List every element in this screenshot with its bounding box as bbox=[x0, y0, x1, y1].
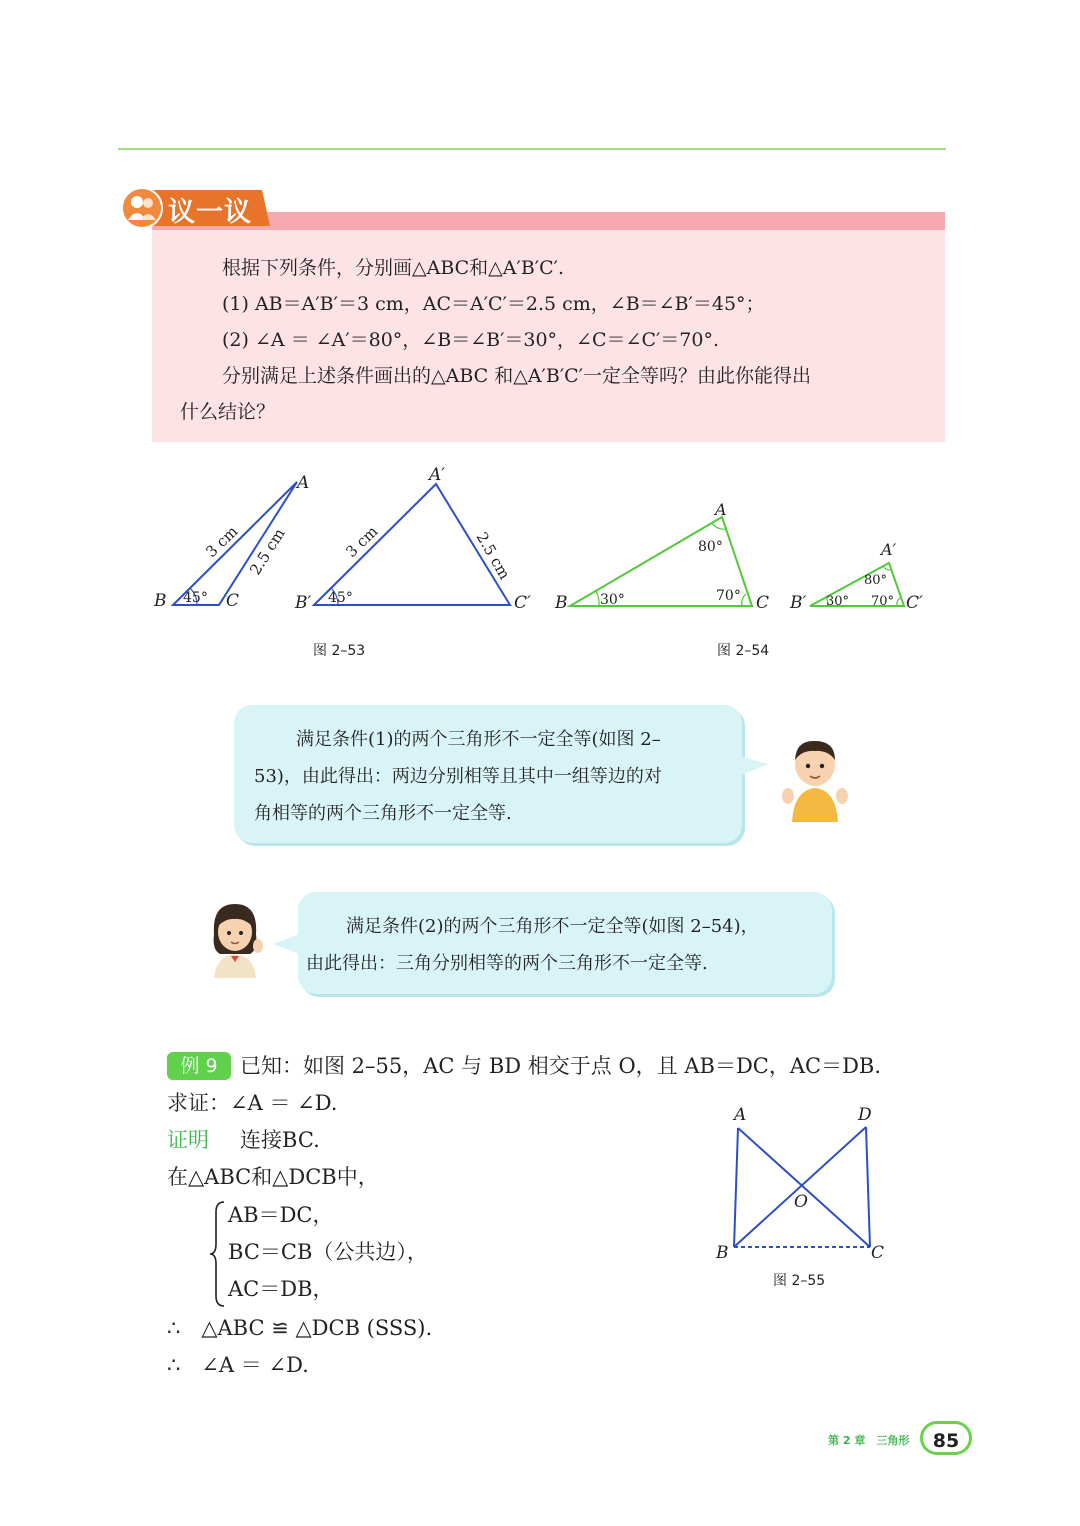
fig255-label-d: D bbox=[858, 1105, 872, 1125]
fig254-t2-label-c: C′ bbox=[906, 593, 923, 613]
fig255-label-o: O bbox=[794, 1192, 808, 1212]
people-icon bbox=[124, 190, 160, 226]
fig253-t1-angle: 45° bbox=[183, 590, 208, 606]
fig254-angle-c-arc bbox=[742, 594, 746, 606]
fig254-t2-angle-c: 70° bbox=[871, 594, 895, 609]
fig254-t2-angle-b: 30° bbox=[826, 594, 850, 609]
page-number: 85 bbox=[920, 1421, 972, 1455]
proof-system-3: AC＝DB， bbox=[228, 1277, 334, 1301]
fig254-t2-label-a: A′ bbox=[881, 540, 897, 559]
proof-label: 证明 bbox=[167, 1128, 209, 1152]
proof-therefore-1: ∴ △ABC ≌ △DCB (SSS). bbox=[167, 1316, 433, 1340]
fig255-label-b: B bbox=[716, 1243, 729, 1263]
fig254-t1-angle-b: 30° bbox=[600, 592, 625, 608]
fig254-angle-c1-arc bbox=[897, 598, 900, 606]
fig253-t2-label-c: C′ bbox=[514, 593, 531, 613]
fig253-t1-label-a: A bbox=[297, 473, 310, 493]
fig255-label-a: A bbox=[734, 1105, 747, 1125]
proof-therefore-2: ∴ ∠A ＝ ∠D. bbox=[167, 1353, 309, 1377]
discussion-title: 议一议 bbox=[168, 197, 252, 228]
proof-system-2: BC＝CB（公共边）， bbox=[228, 1240, 428, 1264]
fig254-t1-angle-a: 80° bbox=[698, 539, 723, 555]
example-badge: 例 9 bbox=[167, 1052, 231, 1080]
bubble-1-line-3: 角相等的两个三角形不一定全等. bbox=[254, 803, 512, 824]
fig254-t1-label-b: B bbox=[555, 593, 568, 613]
bubble-2-line-1: 满足条件(2)的两个三角形不一定全等(如图 2–54)， bbox=[346, 916, 759, 937]
proof-system-1: AB＝DC， bbox=[228, 1203, 334, 1227]
bubble-1-line-2: 53)，由此得出：两边分别相等且其中一组等边的对 bbox=[254, 766, 662, 787]
fig254-angle-b-arc bbox=[596, 591, 599, 606]
bubble-2-line-2: 由此得出：三角分别相等的两个三角形不一定全等. bbox=[306, 953, 708, 974]
example-given: 已知：如图 2–55，AC 与 BD 相交于点 O，且 AB＝DC，AC＝DB. bbox=[240, 1054, 882, 1078]
fig253-t2-label-b: B′ bbox=[295, 593, 312, 613]
fig255-caption: 图 2–55 bbox=[773, 1273, 826, 1289]
fig255-label-c: C bbox=[871, 1243, 885, 1263]
proof-in-line: 在△ABC和△DCB中， bbox=[167, 1165, 379, 1189]
fig253-t2-side-ac: 2.5 cm bbox=[472, 529, 514, 583]
girl-avatar bbox=[204, 900, 266, 978]
fig253-t2-label-a: A′ bbox=[429, 465, 446, 485]
discussion-line-5: 什么结论？ bbox=[180, 401, 276, 423]
fig253-t1-side-ac: 2.5 cm bbox=[246, 525, 289, 579]
segment-ac bbox=[738, 1128, 870, 1247]
fig254-t2-label-b: B′ bbox=[790, 593, 807, 613]
header-rule bbox=[118, 148, 946, 150]
fig254-t1-label-c: C bbox=[756, 593, 770, 613]
example-prove: 求证：∠A ＝ ∠D. bbox=[167, 1091, 338, 1115]
figure-255 bbox=[710, 1100, 900, 1270]
discussion-line-3: (2) ∠A ＝ ∠A′＝80°，∠B＝∠B′＝30°，∠C＝∠C′＝70°. bbox=[222, 329, 720, 351]
discussion-line-4: 分别满足上述条件画出的△ABC 和△A′B′C′一定全等吗？由此你能得出 bbox=[222, 365, 812, 387]
fig254-t2-angle-a: 80° bbox=[864, 573, 888, 588]
fig253-t2-side-ab: 3 cm bbox=[342, 522, 382, 561]
proof-first-step: 连接BC. bbox=[240, 1128, 320, 1152]
figures-253-254 bbox=[140, 460, 940, 660]
fig253-caption: 图 2–53 bbox=[313, 643, 366, 659]
segment-bd bbox=[734, 1127, 866, 1247]
segment-ab bbox=[734, 1128, 738, 1247]
fig253-t1-label-c: C bbox=[226, 591, 240, 611]
discussion-line-2: (1) AB＝A′B′＝3 cm，AC＝A′C′＝2.5 cm，∠B＝∠B′＝45°； bbox=[222, 293, 765, 315]
fig253-t1-side-ab: 3 cm bbox=[202, 522, 242, 561]
discussion-line-1: 根据下列条件，分别画△ABC和△A′B′C′. bbox=[222, 257, 565, 279]
bubble-2-tail bbox=[272, 930, 302, 960]
bubble-1-tail bbox=[740, 752, 770, 782]
fig254-caption: 图 2–54 bbox=[717, 643, 770, 659]
boy-avatar bbox=[780, 736, 850, 822]
segment-dc bbox=[866, 1127, 870, 1247]
fig254-t1-angle-c: 70° bbox=[716, 588, 741, 604]
fig254-t1-label-a: A bbox=[715, 500, 727, 519]
fig253-t2-angle: 45° bbox=[328, 590, 353, 606]
system-brace bbox=[208, 1200, 228, 1308]
bubble-1-line-1: 满足条件(1)的两个三角形不一定全等(如图 2– bbox=[296, 729, 661, 750]
fig253-t1-label-b: B bbox=[154, 591, 167, 611]
footer-chapter: 第 2 章 三角形 bbox=[828, 1434, 910, 1447]
